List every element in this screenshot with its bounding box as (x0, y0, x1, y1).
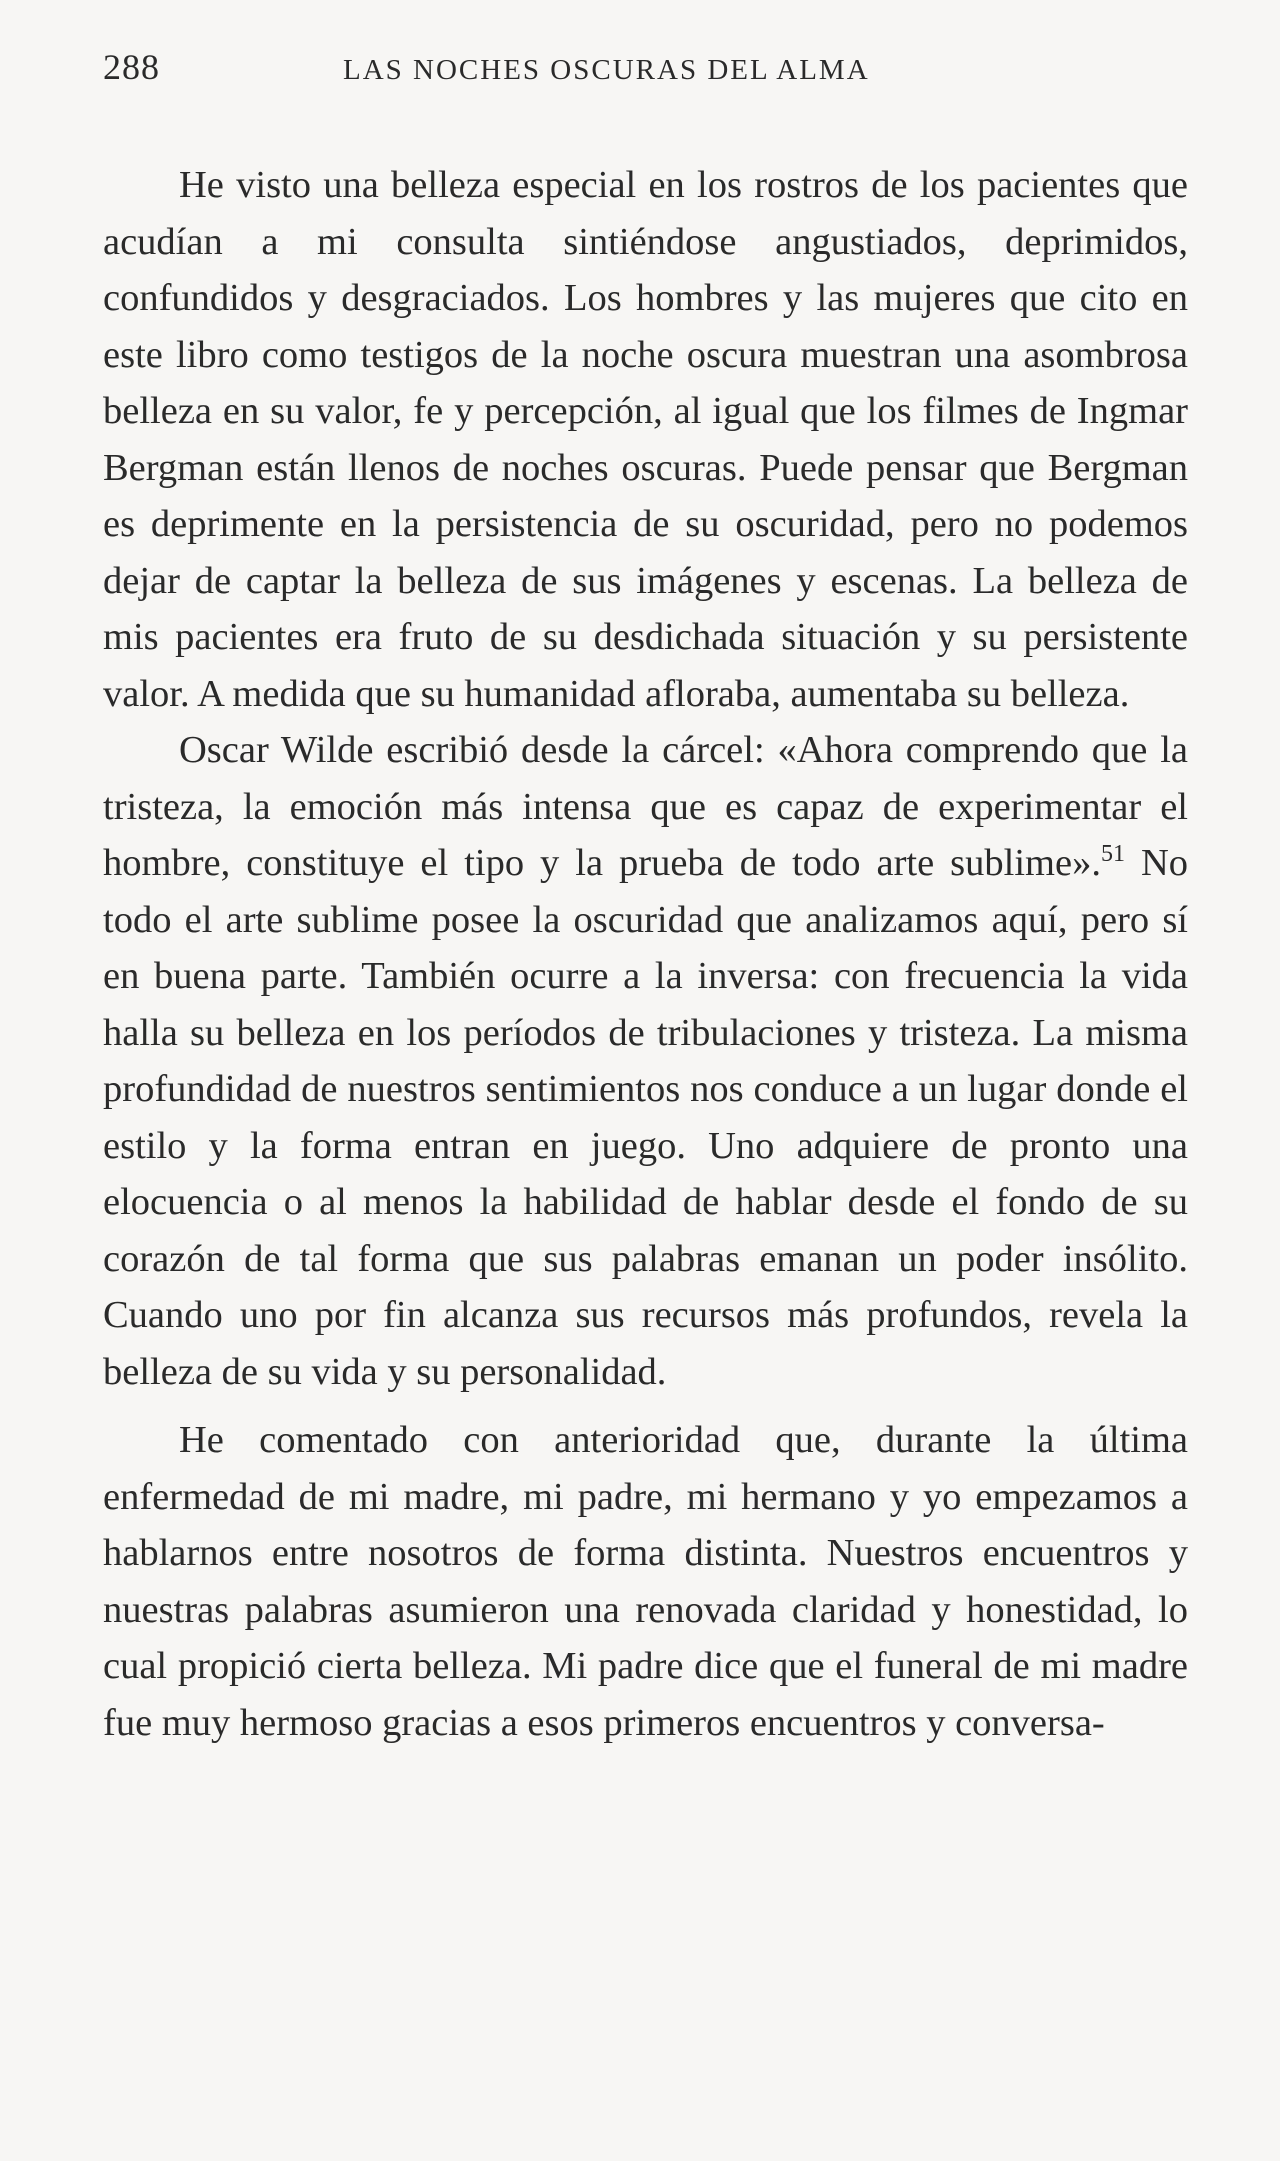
body-text (103, 157, 1188, 1751)
page-header (103, 46, 1193, 96)
page-number: 288 (103, 47, 160, 87)
paragraph-3: He comentado con anterioridad que, durante la última enfermedad de mi madre, mi padre, mi hermano y yo empezamos a hablarnos entre nosotros de forma distinta. Nuestros encuentros y nuestras palabras asumieron una renovada claridad y honestidad, lo cual propició cierta belleza. Mi padre dice que el funeral de mi madre fue muy hermoso gracias a esos primeros encuentros y conversa- (103, 1419, 1188, 1744)
paragraph-2-text-after-note: No todo el arte sublime posee la oscuridad que analizamos aquí, pero sí en buena parte. También ocurre a la inversa: con frecuencia la vida halla su belleza en los períodos de tribulaciones y tristeza. La misma profundidad de nuestros sentimientos nos conduce a un lugar donde el estilo y la forma entran en juego. Uno adquiere de pronto una elocuencia o al menos la habilidad de hablar desde el fondo de su corazón de tal forma que sus palabras emanan un poder insólito. Cuando uno por fin alcanza sus recursos más profundos, revela la belleza de su vida y su personalidad. (103, 842, 1188, 1393)
paragraph-2 (103, 722, 1188, 1400)
paragraph-1: He visto una belleza especial en los rostros de los pacientes que acudían a mi consulta sintiéndose angustiados, deprimidos, confundidos y desgraciados. Los hombres y las mujeres que cito en este libro como testigos de la noche oscura muestran una asombrosa belleza en su valor, fe y percepción, al igual que los filmes de Ingmar Bergman están llenos de noches oscuras. Puede pensar que Bergman es deprimente en la persistencia de su oscuridad, pero no podemos dejar de captar la belleza de sus imágenes y escenas. La belleza de mis pacientes era fruto de su desdichada situación y su persistente valor. A medida que su humanidad afloraba, aumentaba su belleza. (103, 164, 1188, 715)
paragraph-2-text-before-note: Oscar Wilde escribió desde la cárcel: «Ahora comprendo que la tristeza, la emoción más intensa que es capaz de experimentar el hombre, constituye el tipo y la prueba de todo arte sublime». (103, 729, 1188, 884)
running-title: LAS NOCHES OSCURAS DEL ALMA (343, 54, 870, 86)
footnote-reference: 51 (1100, 841, 1125, 867)
